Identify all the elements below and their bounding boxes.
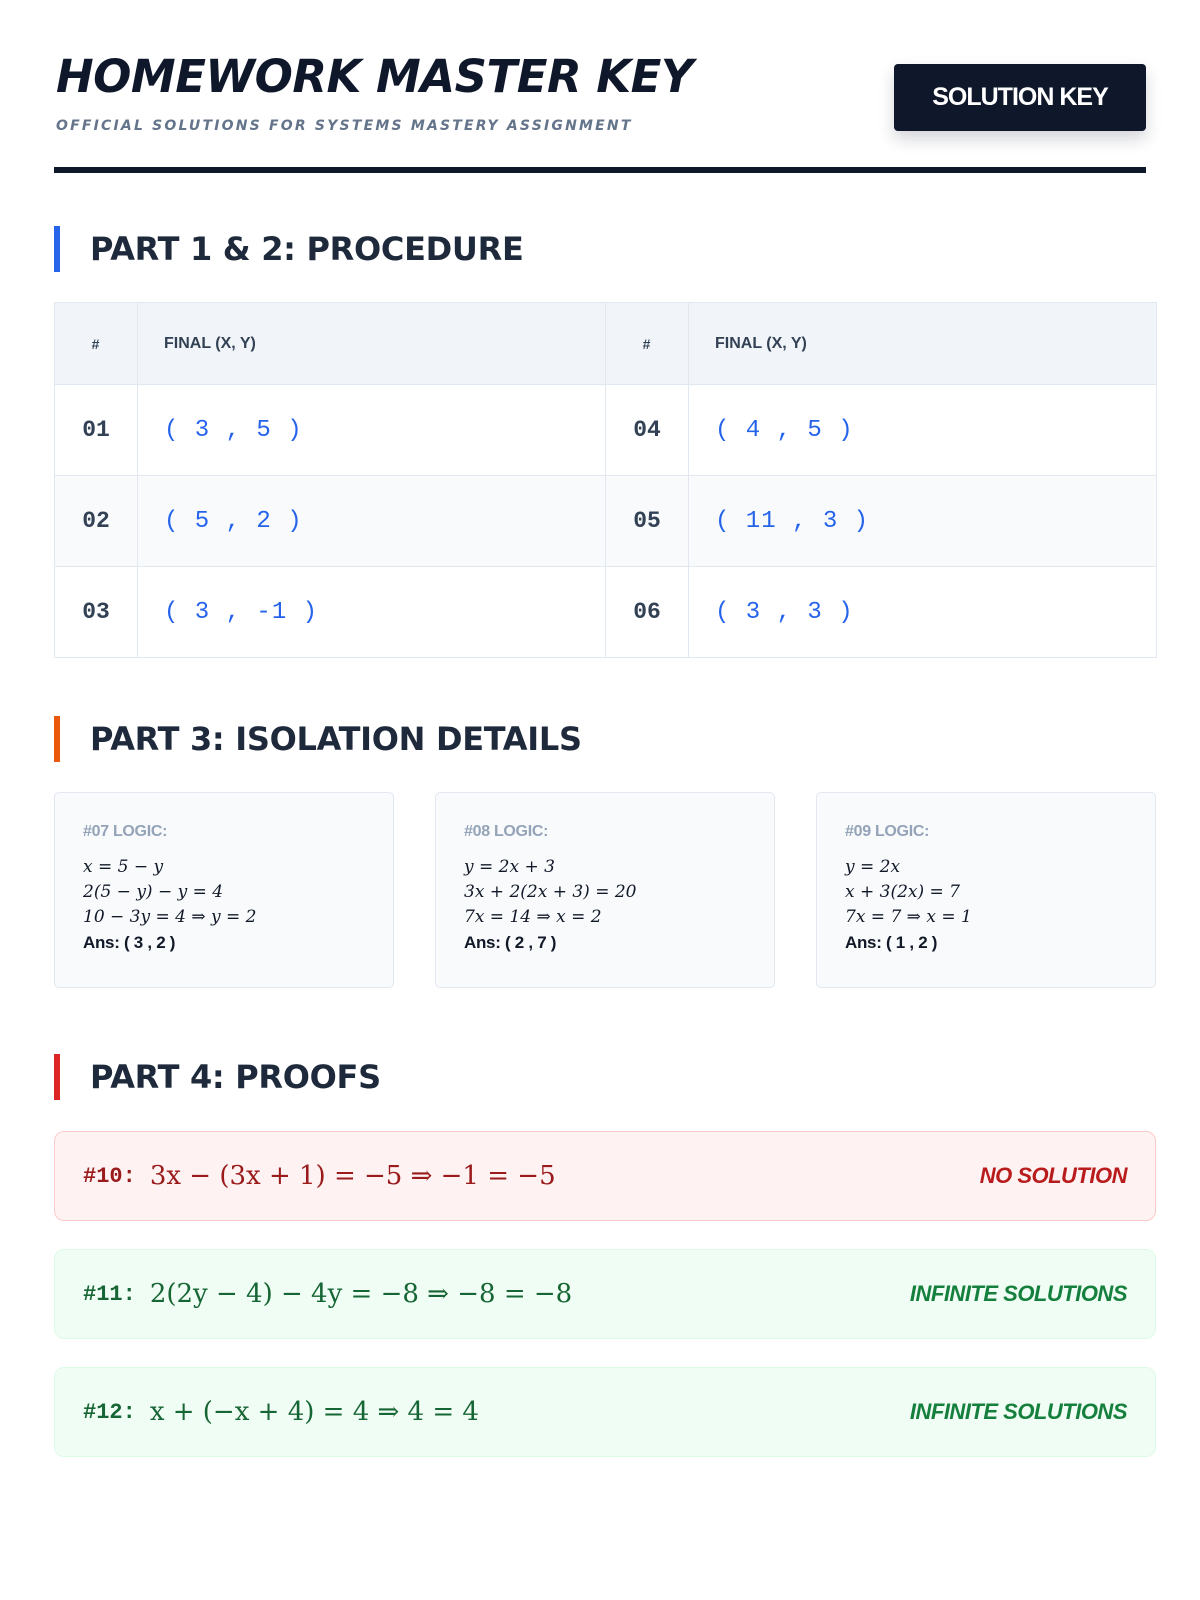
- section-header-part12: [54, 226, 524, 272]
- problem-number: 06: [606, 567, 689, 658]
- logic-step: 7x = 14 ⇒ x = 2: [464, 907, 602, 927]
- proof-number: #12:: [83, 1399, 136, 1425]
- answer-pair: ( 4 , 5 ): [689, 385, 1157, 476]
- section-header-part3: [54, 716, 582, 762]
- column-header: FINAL (X, Y): [138, 303, 606, 385]
- logic-step: x + 3(2x) = 7: [845, 882, 960, 902]
- logic-step: 2(5 − y) − y = 4: [83, 882, 224, 902]
- logic-step: 7x = 7 ⇒ x = 1: [845, 907, 972, 927]
- logic-card: [54, 792, 394, 988]
- procedure-table: [54, 302, 1157, 658]
- column-header: FINAL (X, Y): [689, 303, 1157, 385]
- section-accent-bar: [54, 226, 60, 272]
- section-accent-bar: [54, 716, 60, 762]
- card-answer: Ans: ( 1 , 2 ): [845, 933, 938, 952]
- infinite-solutions-verdict: INFINITE SOLUTIONS: [909, 1399, 1127, 1424]
- proof-number: #10:: [83, 1163, 136, 1189]
- logic-step: 3x + 2(2x + 3) = 20: [464, 882, 637, 902]
- card-label: #08 LOGIC:: [464, 823, 549, 840]
- page-subtitle: OFFICIAL SOLUTIONS FOR SYSTEMS MASTERY ASSIGNMENT: [56, 118, 633, 134]
- problem-number: 01: [55, 385, 138, 476]
- logic-card: [816, 792, 1156, 988]
- column-header: #: [55, 303, 138, 385]
- problem-number: 04: [606, 385, 689, 476]
- section-header-part4: [54, 1054, 381, 1100]
- logic-step: 10 − 3y = 4 ⇒ y = 2: [83, 907, 257, 927]
- problem-number: 05: [606, 476, 689, 567]
- answer-pair: ( 3 , 5 ): [138, 385, 606, 476]
- solution-key-badge: SOLUTION KEY: [894, 64, 1146, 131]
- card-label: #07 LOGIC:: [83, 823, 168, 840]
- table-row: [55, 385, 1157, 476]
- page-title: HOMEWORK MASTER KEY: [56, 50, 693, 103]
- section-title: PART 3: ISOLATION DETAILS: [90, 720, 582, 758]
- logic-step: y = 2x + 3: [464, 857, 555, 877]
- answer-pair: ( 3 , 3 ): [689, 567, 1157, 658]
- column-header: #: [606, 303, 689, 385]
- problem-number: 02: [55, 476, 138, 567]
- no-solution-verdict: NO SOLUTION: [979, 1163, 1127, 1188]
- proof-number: #11:: [83, 1281, 136, 1307]
- answer-pair: ( 5 , 2 ): [138, 476, 606, 567]
- answer-pair: ( 11 , 3 ): [689, 476, 1157, 567]
- logic-card: [435, 792, 775, 988]
- proof-row: [54, 1131, 1156, 1221]
- proof-equation: x + (−x + 4) = 4 ⇒ 4 = 4: [149, 1397, 479, 1427]
- answer-pair: ( 3 , -1 ): [138, 567, 606, 658]
- proof-row: [54, 1367, 1156, 1457]
- table-header-row: [55, 303, 1157, 385]
- logic-step: y = 2x: [845, 857, 901, 877]
- section-title: PART 1 & 2: PROCEDURE: [90, 230, 524, 268]
- proof-equation: 2(2y − 4) − 4y = −8 ⇒ −8 = −8: [149, 1279, 573, 1309]
- table-row: [55, 476, 1157, 567]
- proof-row: [54, 1249, 1156, 1339]
- logic-cards: [54, 792, 1156, 988]
- section-title: PART 4: PROOFS: [90, 1058, 381, 1096]
- section-accent-bar: [54, 1054, 60, 1100]
- logic-step: x = 5 − y: [83, 857, 164, 877]
- card-answer: Ans: ( 2 , 7 ): [464, 933, 557, 952]
- card-answer: Ans: ( 3 , 2 ): [83, 933, 176, 952]
- problem-number: 03: [55, 567, 138, 658]
- page-header: [54, 0, 1146, 173]
- card-label: #09 LOGIC:: [845, 823, 930, 840]
- infinite-solutions-verdict: INFINITE SOLUTIONS: [909, 1281, 1127, 1306]
- proof-equation: 3x − (3x + 1) = −5 ⇒ −1 = −5: [149, 1161, 556, 1191]
- table-row: [55, 567, 1157, 658]
